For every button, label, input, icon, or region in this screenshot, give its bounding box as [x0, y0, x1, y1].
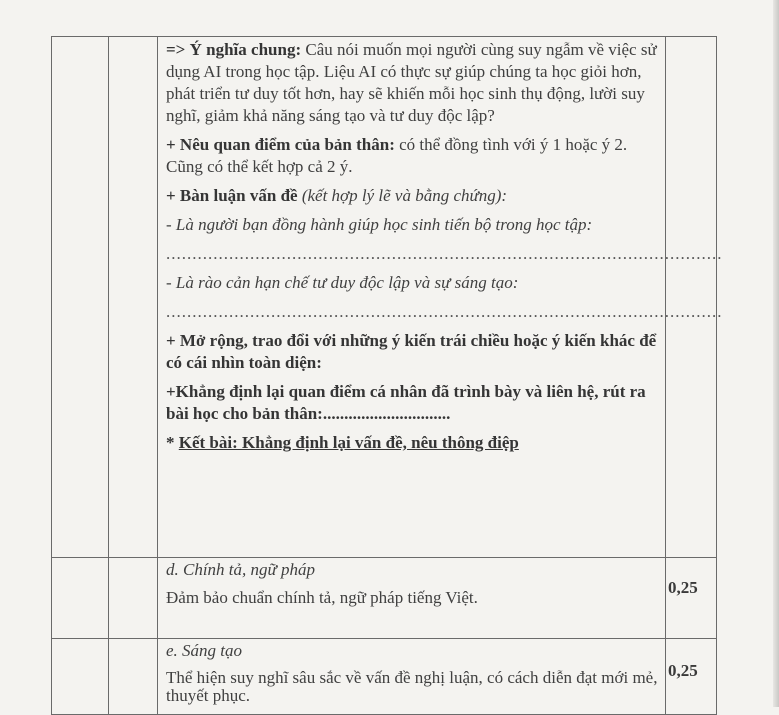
cell-question	[52, 558, 109, 639]
cell-content	[158, 558, 666, 639]
cell-score	[666, 37, 717, 558]
score-value: 0,25	[666, 558, 717, 639]
extension-paragraph: + Mở rộng, trao đổi với những ý kiến trái chiều hoặc ý kiến khác để có cái nhìn toàn diện:	[166, 331, 657, 372]
cell-content	[158, 37, 723, 558]
discussion-heading: + Bàn luận vấn đề (kết hợp lý lẽ và bằng chứng):	[166, 186, 508, 205]
scoring-table	[51, 36, 723, 715]
criterion-text: Đảm bảo chuẩn chính tả, ngữ pháp tiếng Việt.	[166, 588, 478, 607]
cell-part	[109, 558, 158, 639]
page-edge	[773, 0, 779, 707]
cell-part	[109, 639, 158, 715]
table-row	[52, 639, 717, 715]
criterion-text: Thể hiện suy nghĩ sâu sắc về vấn đề nghị luận, có cách diễn đạt mới mẻ, thuyết phục.	[166, 668, 658, 705]
general-meaning-paragraph: => Ý nghĩa chung: Câu nói muốn mọi người cùng suy ngẫm về việc sử dụng AI trong học tập. Liệu AI có thực sự giúp chúng ta học giỏi hơn, phát triển tư duy tốt hơn, hay sẽ khiến mỗi học sinh thụ động, lười suy nghĩ, giảm khả năng sáng tạo và tư duy độc lập?	[166, 40, 657, 125]
dotted-line: ..........................................................................................................	[166, 302, 723, 321]
point-companion: - Là người bạn đồng hành giúp học sinh tiến bộ trong học tập:	[166, 215, 593, 234]
cell-question	[52, 639, 109, 715]
cell-question	[52, 37, 109, 558]
cell-content	[158, 639, 666, 715]
table-row	[52, 558, 717, 639]
table-row	[52, 37, 717, 558]
viewpoint-paragraph: + Nêu quan điểm của bản thân: có thể đồng tình với ý 1 hoặc ý 2. Cũng có thể kết hợp cả 2 ý.	[166, 135, 628, 176]
criterion-title: e. Sáng tạo	[166, 641, 243, 660]
conclusion-paragraph: * Kết bài: Khẳng định lại vấn đề, nêu thông điệp	[166, 433, 519, 452]
criterion-title: d. Chính tả, ngữ pháp	[166, 560, 316, 579]
dotted-line: ..........................................................................................................	[166, 244, 723, 263]
affirm-paragraph: +Khẳng định lại quan điểm cá nhân đã trình bày và liên hệ, rút ra bài học cho bản thân:..............................	[166, 382, 646, 423]
point-barrier: - Là rào cản hạn chế tư duy độc lập và sự sáng tạo:	[166, 273, 519, 292]
score-value: 0,25	[666, 639, 717, 715]
cell-part	[109, 37, 158, 558]
